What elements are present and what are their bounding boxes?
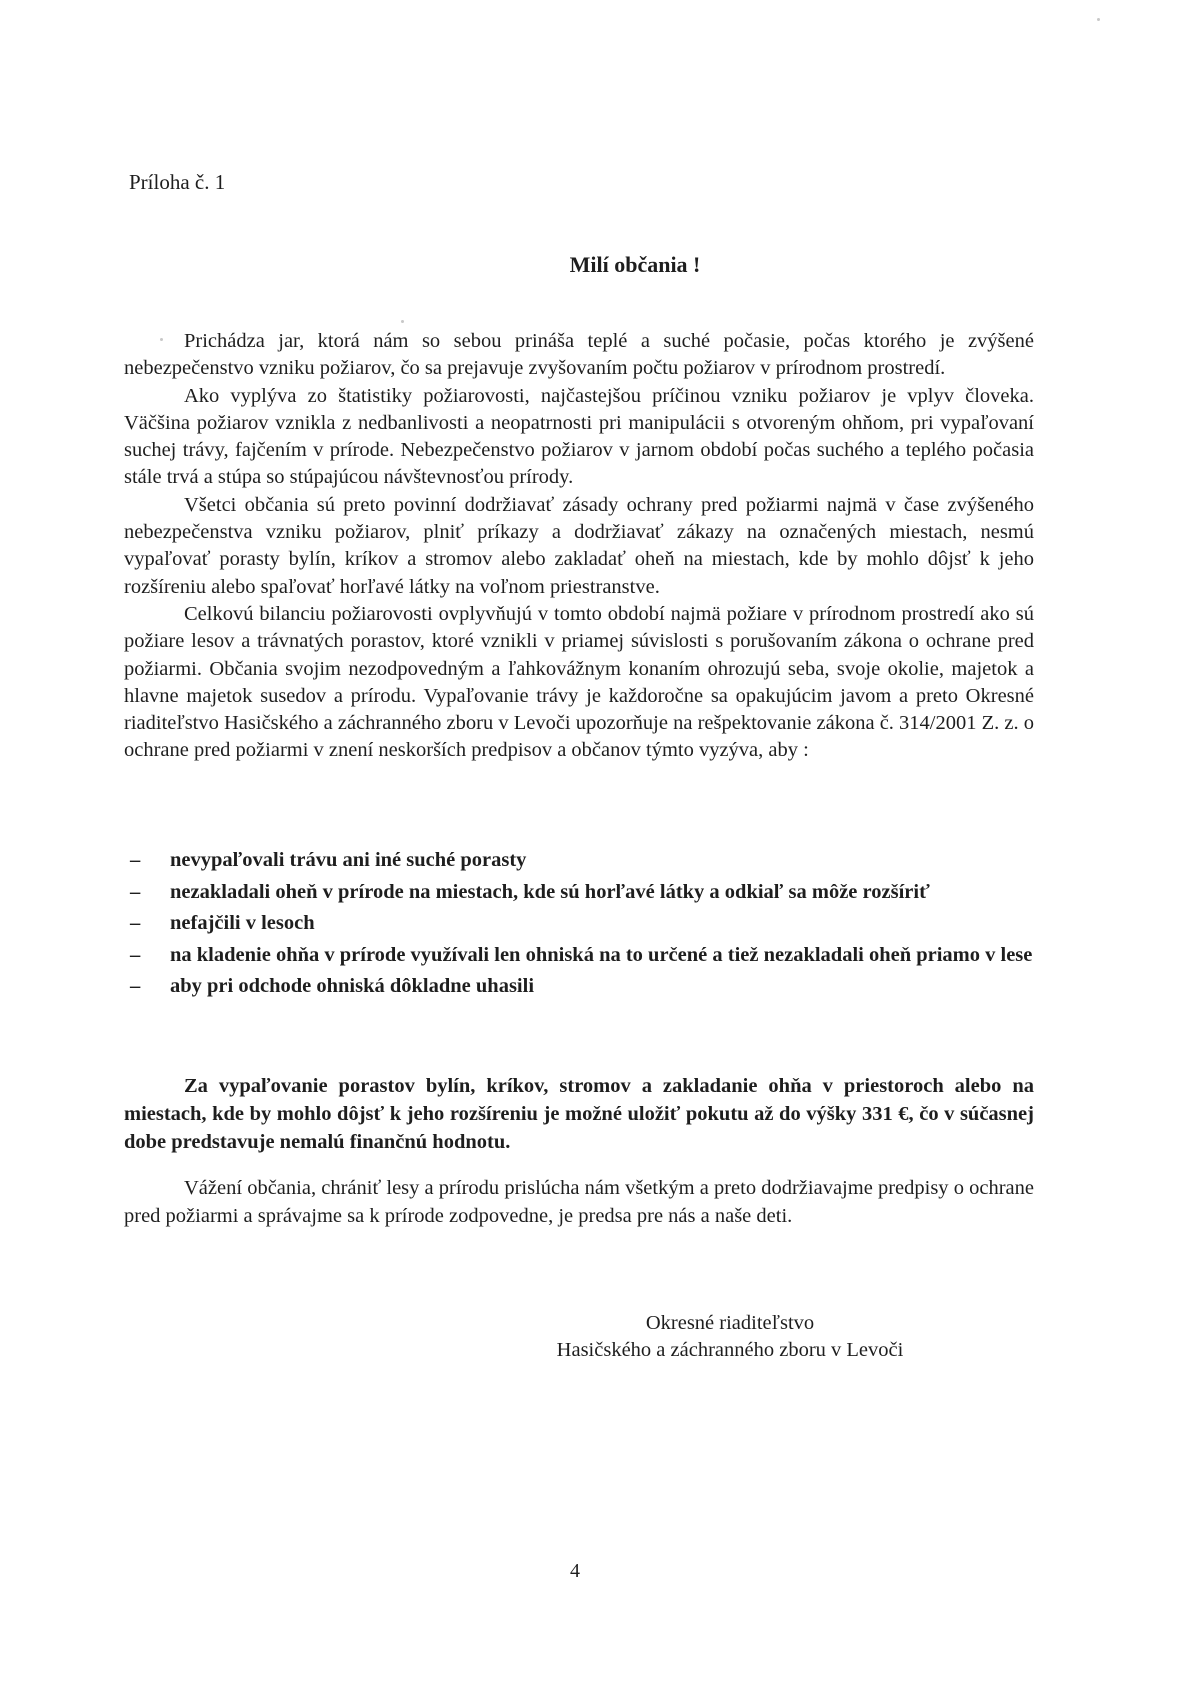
list-item: [124, 879, 1034, 907]
paragraph: Ako vyplýva zo štatistiky požiarovosti, najčastejšou príčinou vzniku požiarov je vplyv človeka. Väčšina požiarov vznikla z nedbanlivosti a neopatrnosti pri manipulácii s otvoreným ohňom, pri vypaľovaní suchej trávy, fajčením v prírode. Nebezpečenstvo požiarov v jarnom období počas suchého a teplého počasia stále trvá a stúpa so stúpajúcou návštevnosťou prírody.: [124, 384, 1034, 489]
scan-speck: [1097, 18, 1100, 21]
list-item: [124, 910, 1034, 938]
list-item-text: na kladenie ohňa v prírode využívali len ohniská na to určené a tiež nezakladali oheň priamo v lese: [170, 943, 1033, 966]
closing-paragraph: Vážení občania, chrániť lesy a prírodu prislúcha nám všetkým a preto dodržiavajme predpisy o ochrane pred požiarmi a správajme sa k prírode zodpovedne, je predsa pre nás a naše deti.: [124, 1177, 1034, 1227]
scan-speck: [401, 320, 404, 323]
list-item-text: nezakladali oheň v prírode na miestach, kde sú horľavé látky a odkiaľ sa môže rozšíriť: [170, 880, 930, 903]
letter-body: [124, 328, 1034, 765]
paragraph: Prichádza jar, ktorá nám so sebou prináša teplé a suché počasie, počas ktorého je zvýšené nebezpečenstvo vzniku požiarov, čo sa prejavuje zvyšovaním počtu požiarov v prírodnom prostredí.: [124, 330, 1034, 380]
list-item: [124, 973, 1034, 1001]
signature-block: [520, 1310, 940, 1364]
page-number: 4: [570, 1560, 580, 1582]
list-item-text: nefajčili v lesoch: [170, 912, 315, 934]
dash-bullet: –: [130, 975, 141, 997]
paragraph: Celkovú bilanciu požiarovosti ovplyvňujú v tomto období najmä požiare v prírodnom prostredí ako sú požiare lesov a trávnatých porastov, ktoré vznikli v priamej súvislosti s porušovaním zákona o ochrane pred požiarmi. Občania svojim nezodpovedným a ľahkovážnym konaním ohrozujú seba, svoje okolie, majetok a hlavne majetok susedov a prírodu. Vypaľovanie trávy je každoročne sa opakujúcim javom a preto Okresné riaditeľstvo Hasičského a záchranného zboru v Levoči upozorňuje na rešpektovanie zákona č. 314/2001 Z. z. o ochrane pred požiarmi v znení neskorších predpisov a občanov týmto vyzýva, aby :: [124, 602, 1034, 762]
signature-line: Hasičského a záchranného zboru v Levoči: [556, 1339, 904, 1361]
letter-title: Milí občania !: [569, 252, 701, 277]
fine-notice: Za vypaľovanie porastov bylín, kríkov, stromov a zakladanie ohňa v priestoroch alebo na miestach, kde by mohlo dôjsť k jeho rozšíreniu je možné uložiť pokutu až do výšky 331 €, čo v súčasnej dobe predstavuje nemalú finančnú hodnotu.: [124, 1075, 1034, 1153]
dash-bullet: –: [130, 943, 141, 966]
annex-label: Príloha č. 1: [129, 170, 226, 194]
dash-bullet: –: [130, 880, 141, 903]
list-item-text: aby pri odchode ohniská dôkladne uhasili: [170, 975, 535, 997]
dash-bullet: –: [130, 849, 141, 871]
list-item: [124, 847, 1034, 875]
list-item: [124, 942, 1034, 970]
appeal-list: [124, 847, 1034, 1005]
dash-bullet: –: [130, 912, 141, 934]
paragraph: Všetci občania sú preto povinní dodržiavať zásady ochrany pred požiarmi najmä v čase zvýšeného nebezpečenstva vzniku požiarov, plniť príkazy a dodržiavať zákazy na označených miestach, nesmú vypaľovať porasty bylín, kríkov a stromov alebo zakladať oheň na miestach, kde by mohlo dôjsť k jeho rozšíreniu alebo spaľovať horľavé látky na voľnom priestranstve.: [124, 493, 1034, 598]
signature-line: Okresné riaditeľstvo: [645, 1312, 815, 1334]
list-item-text: nevypaľovali trávu ani iné suché porasty: [170, 849, 527, 871]
